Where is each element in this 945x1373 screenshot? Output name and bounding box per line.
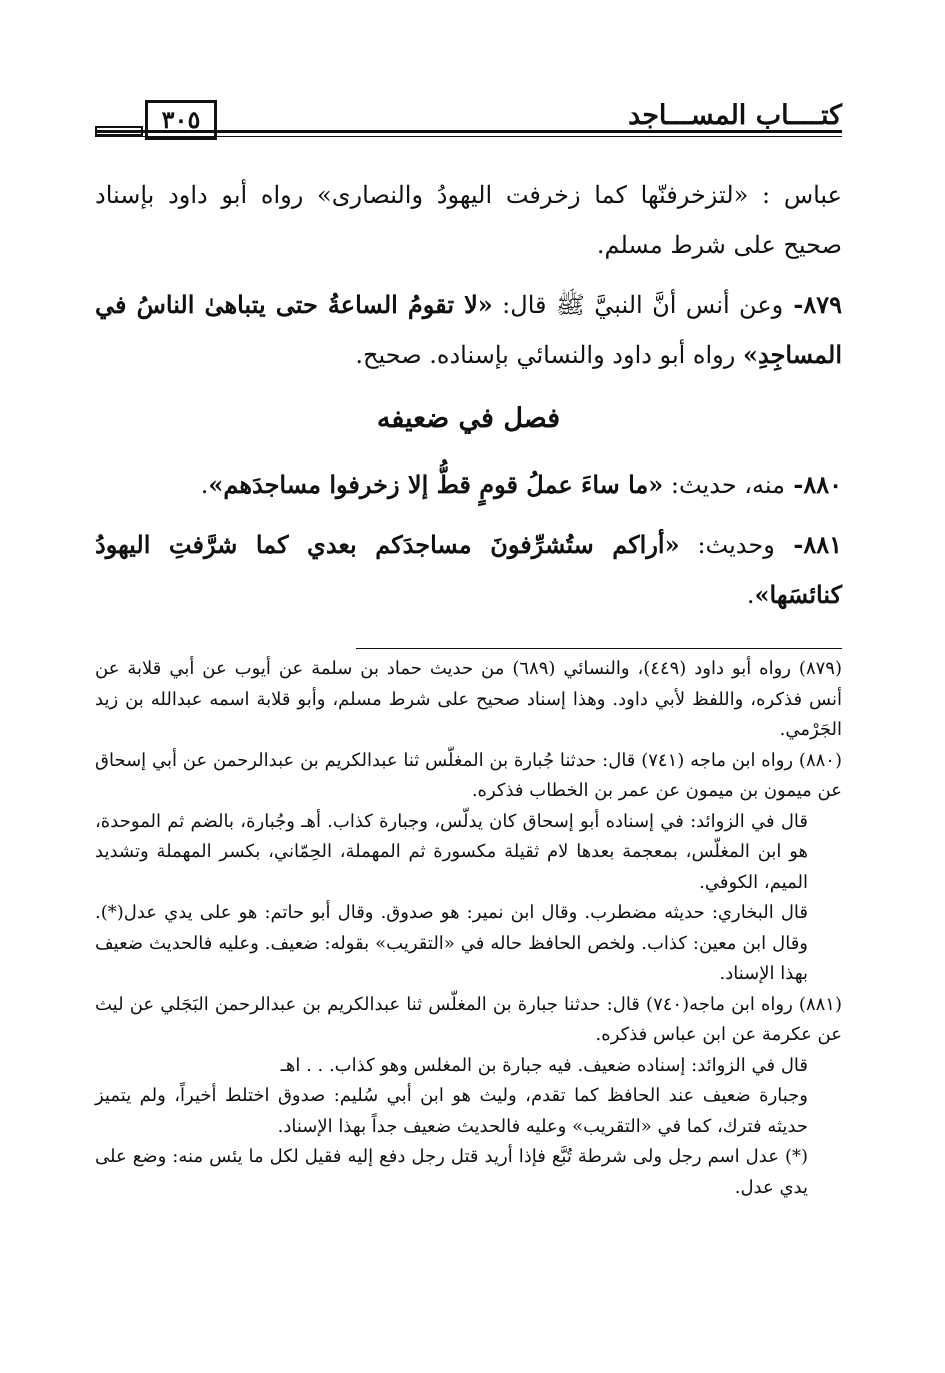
- footnote-880-zawaid: قال في الزوائد: في إسناده أبو إسحاق كان يدلّس، وجبارة كذاب. أهـ وجُبارة، بالضم ثم الموحدة، هو ابن المغلّس، بمعجمة بعدها لام ثقيلة مكسورة ثم المهملة، الحِمّاني، بكسر المهملة وتشديد الميم، الكوفي.: [95, 810, 808, 893]
- hadith-quote: «ما ساءَ عملُ قومٍ قطُّ إلا زخرفوا مساجدَهم»: [208, 470, 664, 499]
- paragraph-continued: عباس : «لتزخرفنّها كما زخرفت اليهودُ والنصارى» رواه أبو داود بإسناد صحيح على شرط مسلم.: [95, 181, 842, 259]
- main-text: [95, 170, 842, 630]
- chapter-title: كتــــاب المســـاجد: [628, 100, 842, 131]
- hadith-number: ٨٨١-: [774, 530, 842, 559]
- footnote-881-jubara: وجبارة ضعيف عند الحافظ كما تقدم، وليث هو ابن أبي سُليم: صدوق اختلط أخيراً، ولم يتميز حديثه فترك، كما في «التقريب» وعليه فالحديث ضعيف جداً بهذا الإسناد.: [95, 1085, 808, 1137]
- hadith-quote: «أراكم ستُشرِّفونَ مساجدَكم بعدي كما شرَّفتِ اليهودُ كنائسَها»: [95, 530, 842, 609]
- page-number: ٣٠٥: [145, 100, 217, 140]
- footnotes: [95, 654, 842, 1203]
- header-ornament: [95, 126, 143, 136]
- footnote-879: (٨٧٩) رواه أبو داود (٤٤٩)، والنسائي (٦٨٩) من حديث حماد بن سلمة عن أيوب عن أبي قلابة عن أنس فذكره، واللفظ لأبي داود. وهذا إسناد صحيح على شرط مسلم، وأبو قلابة اسمه عبدالله بن زيد الجَرْمي.: [95, 658, 842, 740]
- footnote-star: (*) عدل اسم رجل ولى شرطة تُبَّع فإذا أريد قتل رجل دفع إليه فقيل لكل ما يئس منه: وضع على يدي عدل.: [95, 1146, 808, 1198]
- hadith-880: [95, 460, 842, 510]
- footnote-separator: [356, 648, 842, 649]
- footnote-881-zawaid: قال في الزوائد: إسناده ضعيف. فيه جبارة بن المغلس وهو كذاب. . . اهـ: [280, 1054, 808, 1076]
- footnote-881: (٨٨١) رواه ابن ماجه(٧٤٠) قال: حدثنا جبارة بن المغلّس ثنا عبدالكريم بن عبدالرحمن البَجَلي عن ليث عن عكرمة عن ابن عباس فذكره.: [95, 993, 842, 1045]
- section-heading: فصل في ضعيفه: [376, 403, 561, 434]
- hadith-number: ٨٨٠-: [785, 470, 842, 499]
- hadith-number: ٨٧٩-: [783, 290, 842, 319]
- page-header: [95, 96, 842, 146]
- footnote-880: (٨٨٠) رواه ابن ماجه (٧٤١) قال: حدثنا جُبارة بن المغلّس ثنا عبدالكريم بن عبدالرحمن عن أبي إسحاق عن ميمون بن ميمون عن عمر بن الخطاب فذكره.: [95, 749, 842, 801]
- footnote-880-bukhari: قال البخاري: حديثه مضطرب. وقال ابن نمير: هو صدوق. وقال أبو حاتم: هو على يدي عدل(*). وقال ابن معين: كذاب. ولخص الحافظ حاله في «التقريب» بقوله: ضعيف. وعليه فالحديث ضعيف بهذا الإسناد.: [95, 902, 808, 984]
- hadith-quote: «لا تقومُ الساعةُ حتى يتباهىٰ الناسُ في المساجِدِ»: [95, 290, 842, 369]
- hadith-intro: منه، حديث:: [663, 471, 785, 499]
- hadith-end: .: [746, 581, 755, 609]
- hadith-intro: وعن أنس أنَّ النبيَّ ﷺ قال:: [492, 291, 784, 319]
- hadith-intro: وحديث:: [679, 531, 775, 559]
- hadith-end: .: [200, 471, 209, 499]
- hadith-grading: رواه أبو داود والنسائي بإسناده. صحيح.: [355, 341, 743, 369]
- hadith-879: [95, 280, 842, 380]
- hadith-881: [95, 520, 842, 620]
